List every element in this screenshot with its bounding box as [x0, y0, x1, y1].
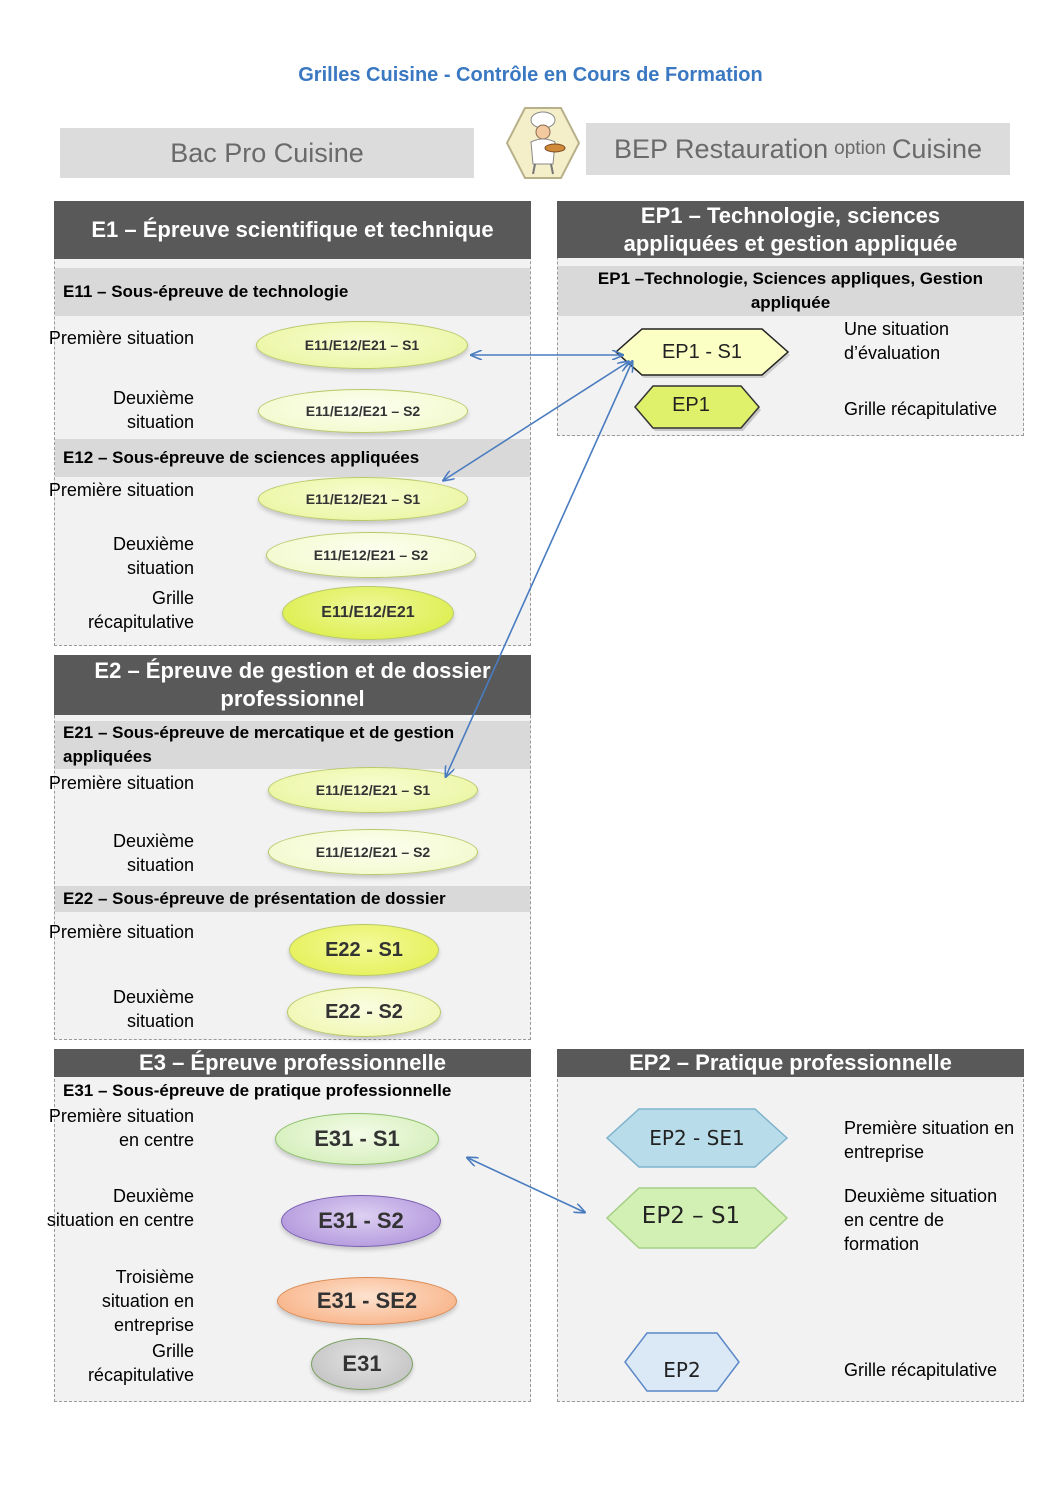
e22-row1-label: Première situation [48, 922, 194, 942]
e12-row2-label: Deuxième situation [112, 534, 194, 578]
ep1-row2-label: Grille récapitulative [844, 399, 998, 419]
arrow-e21-to-ep1 [446, 362, 632, 776]
arrow-e12-to-ep1 [444, 362, 628, 480]
e31-row1-label: Première situation en centre [48, 1106, 194, 1150]
e22-row2-label: Deuxième situation [112, 987, 194, 1031]
e31-row2-label: Deuxième situation en centre [46, 1186, 194, 1230]
ep2-row1-label: Première situation en entreprise [844, 1118, 1015, 1162]
e1-header: E1 – Épreuve scientifique et technique [54, 201, 531, 259]
ep1-header: EP1 – Technologie, sciences appliquées et gestion appliquée [557, 201, 1024, 258]
bep-tab-option: option [834, 138, 886, 159]
e12-header: E12 – Sous-épreuve de sciences appliquées [55, 439, 530, 477]
bep-tab-end: Cuisine [891, 133, 982, 164]
e31-summary-badge[interactable]: E31 [311, 1338, 413, 1390]
e31-se2-badge[interactable]: E31 - SE2 [277, 1277, 457, 1325]
e21-header: E21 – Sous-épreuve de mercatique et de gestion appliquées [55, 721, 530, 769]
e11-s1-badge[interactable]: E11/E12/E21 – S1 [256, 321, 468, 369]
e22-header: E22 – Sous-épreuve de présentation de dossier [55, 886, 530, 912]
e12-s1-badge[interactable]: E11/E12/E21 – S1 [258, 477, 468, 521]
ep2-s1-label: EP2 – S1 [641, 1203, 741, 1229]
e22-s2-badge[interactable]: E22 - S2 [287, 987, 441, 1037]
e21-row2-label: Deuxième situation [112, 831, 194, 875]
e21-s2-badge[interactable]: E11/E12/E21 – S2 [268, 829, 478, 875]
e31-s1-badge[interactable]: E31 - S1 [275, 1113, 439, 1165]
e11-header: E11 – Sous-épreuve de technologie [55, 268, 530, 316]
e31-s2-badge[interactable]: E31 - S2 [281, 1195, 441, 1247]
ep2-row2-label: Deuxième situation en centre de formation [844, 1186, 998, 1254]
e12-s2-badge[interactable]: E11/E12/E21 – S2 [266, 532, 476, 578]
e21-s1-badge[interactable]: E11/E12/E21 – S1 [268, 767, 478, 813]
page-title: Grilles Cuisine - Contrôle en Cours de Formation [298, 64, 763, 86]
ep1-s1-label: EP1 - S1 [661, 340, 743, 363]
e12-row1-label: Première situation [48, 480, 194, 500]
ep2-header: EP2 – Pratique professionnelle [557, 1049, 1024, 1077]
e3-header: E3 – Épreuve professionnelle [54, 1049, 531, 1077]
e22-s1-badge[interactable]: E22 - S1 [289, 924, 439, 976]
ep1-row1-label: Une situation d’évaluation [844, 319, 950, 363]
ep2-se1-label: EP2 - SE1 [649, 1126, 745, 1150]
e31-row4-label: Grille récapitulative [87, 1341, 194, 1385]
e2-header: E2 – Épreuve de gestion et de dossier professionnel [54, 655, 531, 715]
e31-row3-label: Troisième situation en entreprise [101, 1267, 194, 1335]
e31-header: E31 – Sous-épreuve de pratique professionnelle [63, 1081, 452, 1100]
e12-row3-label: Grille récapitulative [87, 588, 194, 632]
arrow-e31-to-ep2 [468, 1158, 584, 1212]
e11-row1-label: Première situation [48, 328, 194, 348]
ep2-summary-label: EP2 [663, 1358, 701, 1382]
ep1-summary-label: EP1 [672, 393, 710, 416]
e11-s2-badge[interactable]: E11/E12/E21 – S2 [258, 389, 468, 433]
bep-tab-main: BEP Restauration [614, 133, 829, 164]
e11-row2-label: Deuxième situation [112, 388, 194, 432]
ep2-row3-label: Grille récapitulative [844, 1360, 998, 1380]
bac-pro-tab-label: Bac Pro Cuisine [170, 137, 364, 168]
e12-summary-badge[interactable]: E11/E12/E21 [282, 586, 454, 640]
e21-row1-label: Première situation [48, 773, 194, 793]
ep1-subheader: EP1 –Technologie, Sciences appliques, Gestion appliquée [558, 266, 1023, 316]
